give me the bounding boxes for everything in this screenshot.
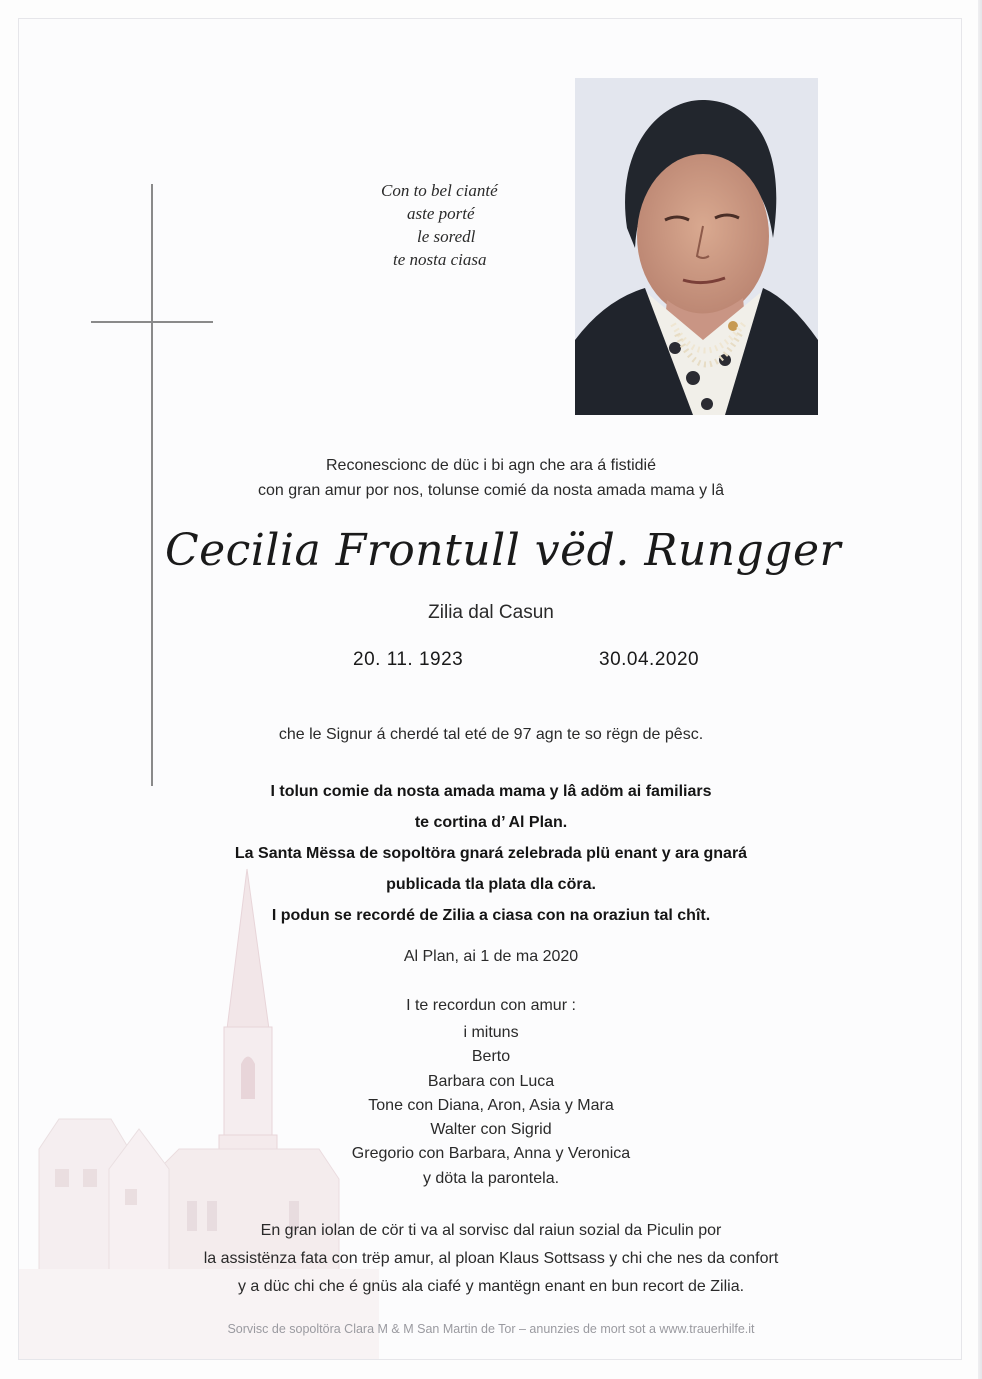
portrait-illustration bbox=[575, 78, 818, 415]
portrait-photo bbox=[575, 78, 818, 415]
intro-line: con gran amur por nos, tolunse comié da nosta amada mama y lâ bbox=[257, 482, 725, 499]
obituary-card bbox=[18, 18, 962, 1360]
thanks-line: la assistënza fata con trëp amur, al ploan Klaus Sottsass y chi che nes da confort bbox=[203, 1250, 779, 1267]
poem-line: le soredl bbox=[417, 227, 476, 246]
announcement-line: I tolun comie da nosta amada mama y lâ adöm ai familiars bbox=[270, 783, 712, 800]
intro-text bbox=[19, 453, 962, 503]
list-item: Berto bbox=[471, 1048, 511, 1066]
list-item: Barbara con Luca bbox=[427, 1072, 555, 1090]
thanks-line: y a düc chi che é gnüs ala ciafé y mantëgn enant en bun recort de Zilia. bbox=[237, 1278, 745, 1295]
poem-line: Con to bel cianté bbox=[381, 181, 498, 200]
deceased-name: Cecilia Frontull vëd. Rungger bbox=[164, 525, 842, 576]
announcement-line: I podun se recordé de Zilia a ciasa con na oraziun tal chît. bbox=[271, 907, 711, 924]
death-date: 30.04.2020 bbox=[599, 649, 700, 670]
announcement-line: te cortina d’ Al Plan. bbox=[414, 814, 568, 831]
poem-line: te nosta ciasa bbox=[393, 250, 487, 269]
list-item: i mituns bbox=[463, 1024, 519, 1041]
family-title: I te recordun con amur : bbox=[406, 997, 576, 1014]
intro-line: Reconescionc de düc i bi agn che ara á fistidié bbox=[326, 457, 656, 474]
place-and-date: Al Plan, ai 1 de ma 2020 bbox=[403, 948, 579, 965]
cross-icon-horizontal-bar bbox=[91, 321, 213, 323]
list-item: Tone con Diana, Aron, Asia y Mara bbox=[368, 1096, 614, 1114]
list-item: y döta la parontela. bbox=[422, 1169, 560, 1187]
thanks-paragraph bbox=[19, 1217, 962, 1301]
death-statement: che le Signur á cherdé tal eté de 97 agn te so rëgn de pêsc. bbox=[278, 726, 704, 743]
birth-date: 20. 11. 1923 bbox=[353, 649, 464, 670]
thanks-line: En gran iolan de cör ti va al sorvisc dal raiun sozial da Piculin por bbox=[260, 1222, 722, 1239]
poem-line: aste porté bbox=[407, 204, 475, 223]
deceased-nickname: Zilia dal Casun bbox=[428, 602, 554, 623]
poem bbox=[349, 179, 549, 271]
list-item: Gregorio con Barbara, Anna y Veronica bbox=[351, 1145, 631, 1163]
list-item: Walter con Sigrid bbox=[430, 1121, 552, 1139]
footer-credit: Sorvisc de sopoltöra Clara M & M San Martin de Tor – anunzies de mort sot a www.trauerhilfe.it bbox=[227, 1322, 755, 1336]
family-list bbox=[19, 1021, 962, 1191]
announcement-line: La Santa Mëssa de sopoltöra gnará zelebrada plü enant y ara gnará bbox=[234, 845, 748, 862]
scan-edge bbox=[978, 0, 982, 1379]
announcement-line: publicada tla plata dla cöra. bbox=[386, 876, 596, 893]
